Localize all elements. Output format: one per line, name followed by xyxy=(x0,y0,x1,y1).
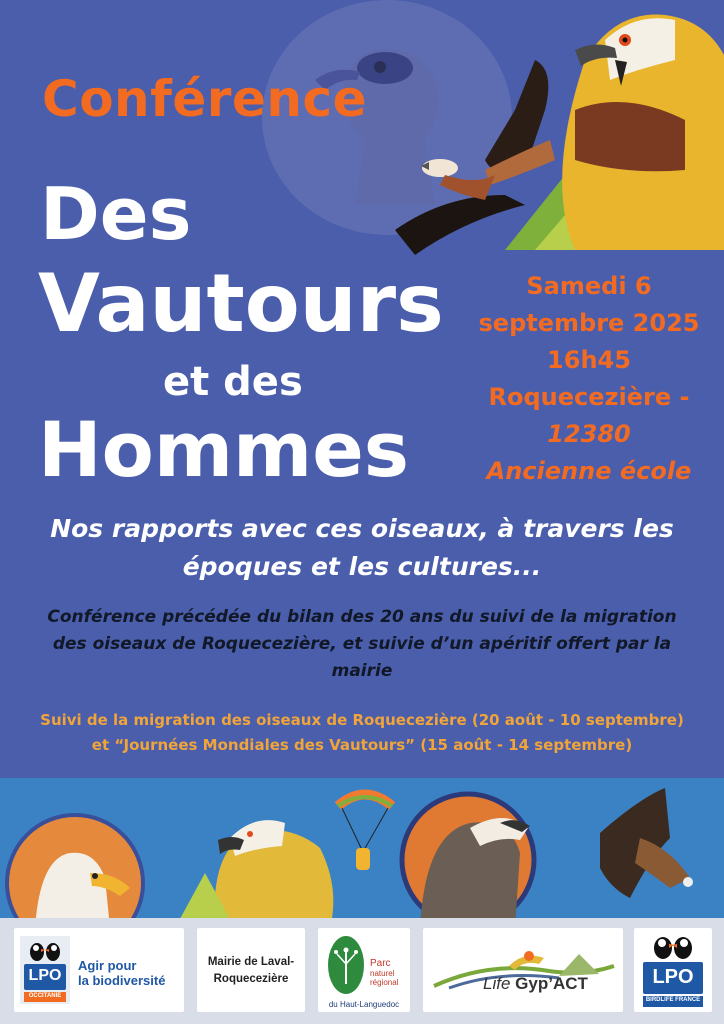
event-info xyxy=(462,268,716,490)
mairie-line-1: Mairie de Laval- xyxy=(207,956,295,968)
poster-subtitle xyxy=(30,510,694,586)
migration-line-2: et “Journées Mondiales des Vautours” (15 août - 14 septembre) xyxy=(91,736,633,754)
conference-kicker: Conférence xyxy=(42,70,368,128)
bearded-vulture-illustration xyxy=(385,0,724,270)
event-date-day: Samedi 6 xyxy=(526,272,652,300)
event-date-month: septembre 2025 xyxy=(478,309,700,337)
lpo-france-block xyxy=(643,962,703,994)
agir-biodiversite-text xyxy=(78,958,165,988)
lpo-france-subtext: BIRDLIFE FRANCE xyxy=(645,997,701,1003)
bottom-birds-illustration xyxy=(0,778,724,928)
mairie-line-2: Roquecezière xyxy=(213,973,289,985)
partner-logos-bar xyxy=(0,918,724,1024)
event-time: 16h45 xyxy=(547,346,631,374)
agir-line-1: Agir pour xyxy=(78,958,137,973)
parc-haut-languedoc-logo[interactable] xyxy=(318,928,410,1012)
gypact-label: Gyp’ACT xyxy=(515,974,588,993)
parc-line-3: régional xyxy=(370,978,399,987)
subtitle-line-1: Nos rapports avec ces oiseaux, à travers les xyxy=(50,514,674,543)
title-line-hommes: Hommes xyxy=(38,405,409,494)
lpo-occitanie-strip xyxy=(24,992,66,1002)
lpo-occitanie-block xyxy=(24,964,66,990)
life-gypact-text xyxy=(483,974,588,994)
parc-label xyxy=(370,958,398,987)
agir-line-2: la biodiversité xyxy=(78,973,166,988)
mairie-logo[interactable] xyxy=(197,928,305,1012)
lpo-occitanie-text: LPO xyxy=(28,967,62,984)
poster-description xyxy=(20,604,704,685)
lpo-france-logo[interactable] xyxy=(634,928,712,1012)
puffin-icon xyxy=(27,940,63,962)
lpo-occitanie-subtext: OCCITANIE xyxy=(28,993,62,999)
description-line-1: Conférence précédée du bilan des 20 ans du suivi de la migration xyxy=(47,607,677,627)
parc-tree-icon xyxy=(326,934,366,996)
lpo-occitanie-badge xyxy=(20,936,70,1004)
event-place-venue: Ancienne école xyxy=(486,457,692,485)
title-line-vautours: Vautours xyxy=(38,257,444,350)
event-place-postcode: 12380 xyxy=(547,420,631,448)
migration-info xyxy=(10,708,714,758)
migration-line-1: Suivi de la migration des oiseaux de Roquecezière (20 août - 10 septembre) xyxy=(40,711,684,729)
puffin-icon xyxy=(648,932,698,960)
lpo-occitanie-logo[interactable] xyxy=(14,928,184,1012)
description-line-3: mairie xyxy=(331,661,393,681)
mairie-text xyxy=(201,954,301,988)
event-place-town: Roquecezière - xyxy=(488,383,690,411)
subtitle-line-2: époques et les cultures... xyxy=(182,552,542,581)
life-gypact-logo[interactable] xyxy=(423,928,623,1012)
title-line-et-des: et des xyxy=(163,359,303,405)
description-line-2: des oiseaux de Roquecezière, et suivie d’un apéritif offert par la xyxy=(52,634,672,654)
lpo-france-text: LPO xyxy=(652,966,694,988)
parc-line-1: Parc xyxy=(370,958,391,969)
title-line-des: Des xyxy=(40,172,192,256)
parc-region: du Haut-Languedoc xyxy=(328,1000,400,1009)
parc-line-2: naturel xyxy=(370,969,395,978)
lpo-france-strip xyxy=(643,996,703,1007)
life-label: Life xyxy=(483,974,511,993)
